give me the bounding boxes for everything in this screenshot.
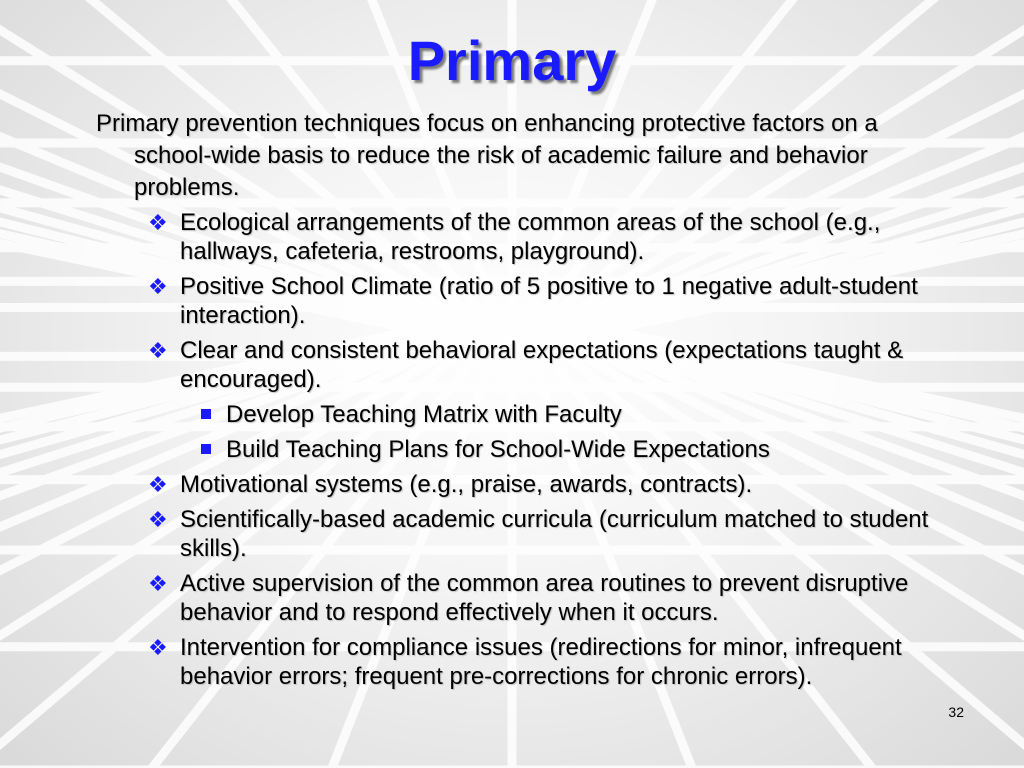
slide-title: Primary: [407, 29, 617, 92]
diamond-bullet-icon: ❖: [148, 274, 168, 299]
sub-list-item: [96, 400, 946, 429]
list-item: [96, 208, 946, 266]
diamond-bullet-icon: ❖: [148, 338, 168, 363]
bullet-list: [96, 208, 946, 691]
list-item: [96, 505, 946, 563]
square-bullet-icon: [201, 444, 211, 454]
list-item-text: Motivational systems (e.g., praise, awards, contracts).: [180, 471, 753, 498]
diamond-bullet-icon: ❖: [148, 635, 168, 660]
list-item: [96, 633, 946, 691]
diamond-bullet-icon: ❖: [148, 571, 168, 596]
diamond-bullet-icon: ❖: [148, 507, 168, 532]
diamond-bullet-icon: ❖: [148, 210, 168, 235]
list-item-text: Ecological arrangements of the common areas of the school (e.g., hallways, cafeteria, restrooms, playground).: [180, 209, 881, 265]
list-item-text: Active supervision of the common area routines to prevent disruptive behavior and to respond effectively when it occurs.: [180, 570, 909, 626]
diamond-bullet-icon: ❖: [148, 472, 168, 497]
slide-body: [96, 108, 946, 697]
list-item: [96, 470, 946, 499]
list-item-text: Develop Teaching Matrix with Faculty: [226, 401, 622, 428]
list-item: [96, 272, 946, 330]
sub-list-item: [96, 435, 946, 464]
list-item: [96, 336, 946, 394]
list-item-text: Intervention for compliance issues (redirections for minor, infrequent behavior errors; frequent pre-corrections for chronic errors).: [180, 634, 902, 690]
list-item-text: Build Teaching Plans for School-Wide Expectations: [226, 436, 770, 463]
list-item-text: Positive School Climate (ratio of 5 positive to 1 negative adult-student interaction).: [180, 273, 918, 329]
intro-paragraph: Primary prevention techniques focus on enhancing protective factors on a school-wide basis to reduce the risk of academic failure and behavior problems.: [96, 110, 878, 201]
square-bullet-icon: [201, 409, 211, 419]
page-number: 32: [948, 704, 964, 720]
list-item-text: Scientifically-based academic curricula (curriculum matched to student skills).: [180, 506, 929, 562]
list-item: [96, 569, 946, 627]
list-item-text: Clear and consistent behavioral expectations (expectations taught & encouraged).: [180, 337, 904, 393]
